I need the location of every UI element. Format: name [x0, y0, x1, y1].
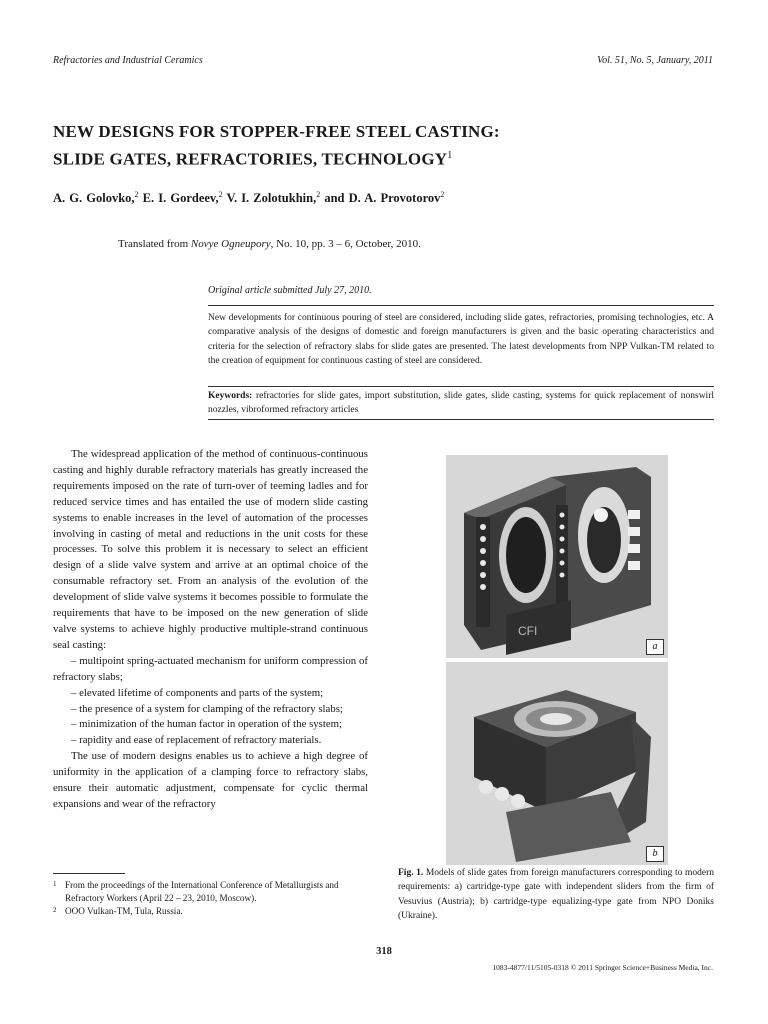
volume-info: Vol. 51, No. 5, January, 2011 — [597, 55, 713, 66]
body-paragraph: The use of modern designs enables us to achieve a high degree of uniformity in the application of a clamping force to refractory slabs, ensure their automatic adjustment, compensate for cyclic thermal expansions and wear of the refractory — [53, 750, 368, 810]
footnote-mark: 2 — [53, 906, 57, 915]
author-name: E. I. Gordeev, — [142, 191, 219, 206]
figure-caption-label: Fig. 1. — [398, 868, 424, 878]
author-affiliation-mark: 2 — [440, 190, 445, 199]
abstract: New developments for continuous pouring of steel are considered, including slide gates, refractories, promising technologies, etc. A comparative analysis of the designs of domestic and foreign manufacturers is given and the basic operating characteristics and criteria for the selection of refractory slabs for slide gates are presented. The latest developments from NPP Vulkan-TM related to the creation of equipment for continuous casting of steel are considered. — [208, 313, 714, 367]
title-line-2 — [53, 144, 500, 172]
panel-b-label: b — [646, 846, 664, 862]
body-text — [53, 447, 368, 813]
title-line-2-text: SLIDE GATES, REFRACTORIES, TECHNOLOGY — [53, 149, 448, 169]
footnote-text: From the proceedings of the International Conference of Metallurgists and Refractory Workers (April 22 – 23, 2010, Moscow). — [65, 880, 339, 904]
figure-panel-a — [446, 455, 668, 658]
translation-prefix: Translated from — [118, 238, 191, 250]
figure-caption-text: Models of slide gates from foreign manufacturers corresponding to modern requirements: a) cartridge-type gate with independent sliders from the firm of Vesuvius (Austria); b) cartridge-type equalizing-type gate from NPO Doniks (Ukraine). — [398, 868, 714, 921]
slide-gate-equalizing-image — [446, 662, 668, 865]
author-list — [53, 190, 444, 206]
author-affiliation-mark: 2 — [218, 190, 223, 199]
footnote-text: OOO Vulkan-TM, Tula, Russia. — [65, 906, 183, 917]
keywords-label: Keywords: — [208, 391, 253, 401]
list-item: – elevated lifetime of components and parts of the system; — [71, 686, 324, 699]
figure-panel-b — [446, 662, 668, 865]
copyright-line: 1083-4877/11/5105-0318 © 2011 Springer Science+Business Media, Inc. — [492, 963, 713, 972]
author-affiliation-mark: 2 — [316, 190, 321, 199]
footnote-rule — [53, 873, 125, 874]
author-affiliation-mark: 2 — [134, 190, 139, 199]
translation-note — [118, 238, 421, 250]
list-item: – the presence of a system for clamping of the refractory slabs; — [71, 702, 343, 715]
article-title — [53, 120, 500, 172]
panel-a-label: a — [646, 639, 664, 655]
submission-date: Original article submitted July 27, 2010. — [208, 285, 372, 296]
translation-source: Novye Ogneupory — [190, 238, 271, 250]
footnote — [53, 879, 368, 905]
keywords-text: refractories for slide gates, import substitution, slide gates, slide casting, systems for quick replacement of nonswirl nozzles, vibroformed refractory articles — [208, 391, 714, 416]
figure-caption — [398, 866, 714, 923]
translation-suffix: , No. 10, pp. 3 – 6, October, 2010. — [270, 238, 421, 250]
footnote — [53, 905, 368, 918]
author-name: A. G. Golovko, — [53, 191, 135, 206]
journal-name: Refractories and Industrial Ceramics — [53, 55, 203, 66]
footnote-mark: 1 — [53, 880, 57, 888]
figure-1 — [446, 455, 668, 863]
title-footnote-mark: 1 — [447, 150, 453, 161]
list-item: – minimization of the human factor in operation of the system; — [71, 718, 343, 731]
abstract-bottom-rule — [208, 419, 714, 420]
abstract-top-rule — [208, 305, 714, 306]
list-item: – multipoint spring-actuated mechanism for uniform compression of refractory slabs; — [53, 654, 368, 683]
svg-text:CFI: CFI — [518, 624, 538, 638]
author-name: and D. A. Provotorov — [324, 191, 441, 206]
footnotes — [53, 879, 368, 919]
page-number: 318 — [376, 946, 392, 957]
author-name: V. I. Zolotukhin, — [226, 191, 317, 206]
keywords — [208, 389, 714, 418]
abstract-middle-rule — [208, 386, 714, 387]
body-paragraph: The widespread application of the method of continuous-continuous casting and highly durable refractory materials has greatly increased the requirements imposed on the rate of turn-over of teeming ladles and for reduced service times and has entailed the use of modern slide casting systems to enable increases in the level of automation of the processes involving in casting of metal and reductions in the unit costs for these processes. To solve this problem it is necessary to select an efficient design of a slide valve system and arrive at an optimal choice of the consumable refractory set. From an analysis of the evolution of the development of slide valve systems it becomes possible to formulate the requirements that have to be imposed on the new generation of slide valve systems to achieve highly productive multiple-strand continuous seal casting: — [53, 448, 368, 651]
slide-gate-cartridge-image — [446, 455, 668, 658]
title-line-1: NEW DESIGNS FOR STOPPER-FREE STEEL CASTING: — [53, 122, 500, 141]
list-item: – rapidity and ease of replacement of refractory materials. — [71, 734, 322, 747]
